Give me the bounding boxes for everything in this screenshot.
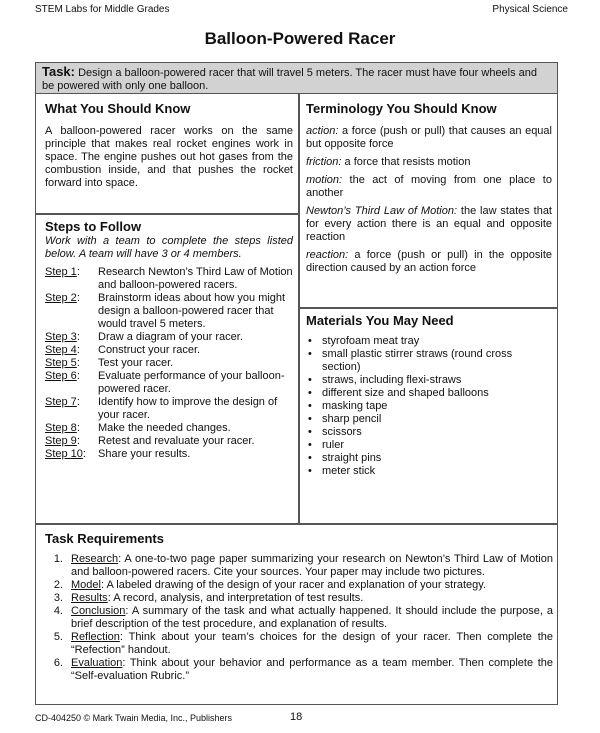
term-definition: a force that resists motion bbox=[344, 156, 471, 168]
step-text: Retest and revaluate your racer. bbox=[98, 435, 255, 447]
step-label: Step 9 bbox=[45, 435, 77, 447]
step-text: Construct your racer. bbox=[98, 344, 201, 356]
requirement-text bbox=[71, 579, 553, 592]
know-text: A balloon-powered racer works on the same principle that makes real rocket engines work in space. The engine pushes out hot gases from the combustion inside, and that pushes the rocket forward into space. bbox=[45, 125, 293, 189]
step-label: Step 8 bbox=[45, 422, 77, 434]
step-label-wrap bbox=[45, 357, 98, 370]
step-label-wrap bbox=[45, 292, 98, 331]
step-label: Step 5 bbox=[45, 357, 77, 369]
task-text: Design a balloon-powered racer that will travel 5 meters. The racer must have four wheels and be powered with only one balloon. bbox=[42, 67, 538, 92]
term-entry bbox=[306, 125, 552, 151]
step-colon: : bbox=[76, 357, 80, 369]
terminology-list bbox=[306, 125, 552, 275]
step-row bbox=[45, 435, 293, 448]
requirement-item bbox=[45, 579, 553, 592]
step-row bbox=[45, 396, 293, 422]
material-item: • sharp pencil bbox=[306, 413, 552, 426]
step-label: Step 2 bbox=[45, 292, 77, 304]
step-colon: : bbox=[76, 344, 80, 356]
step-row bbox=[45, 344, 293, 357]
requirement-text bbox=[71, 631, 553, 657]
requirement-description: : A summary of the task and what actually happened. It should include the purpose, a brief description of the test procedure, and explanation of results. bbox=[71, 605, 553, 630]
requirement-label: Results bbox=[71, 592, 108, 604]
steps-section bbox=[45, 219, 293, 461]
step-row bbox=[45, 292, 293, 331]
terminology-heading: Terminology You Should Know bbox=[306, 101, 497, 116]
requirement-description: : Think about your behavior and performance as a team member. Then complete the “Self-evaluation Rubric.” bbox=[71, 657, 553, 682]
material-item: • small plastic stirrer straws (round cross section) bbox=[306, 348, 552, 374]
running-header-left: STEM Labs for Middle Grades bbox=[35, 4, 170, 15]
step-row bbox=[45, 422, 293, 435]
material-item: • straight pins bbox=[306, 452, 552, 465]
term-name: friction: bbox=[306, 156, 342, 168]
material-item: • meter stick bbox=[306, 465, 552, 478]
step-colon: : bbox=[76, 422, 80, 434]
materials-section bbox=[306, 313, 552, 478]
step-text: Draw a diagram of your racer. bbox=[98, 331, 243, 343]
requirement-label: Conclusion bbox=[71, 605, 126, 617]
requirements-divider bbox=[36, 523, 557, 525]
material-item: • ruler bbox=[306, 439, 552, 452]
step-label: Step 4 bbox=[45, 344, 77, 356]
step-label: Step 6 bbox=[45, 370, 77, 382]
term-definition: a force (push or pull) in the opposite direction caused by an action force bbox=[306, 249, 552, 274]
step-colon: : bbox=[76, 266, 80, 278]
steps-list bbox=[45, 266, 293, 461]
material-item: • masking tape bbox=[306, 400, 552, 413]
page-number: 18 bbox=[290, 711, 303, 723]
requirements-section bbox=[45, 531, 553, 683]
step-text: Evaluate performance of your balloon-powered racer. bbox=[98, 370, 285, 395]
step-label-wrap bbox=[45, 331, 98, 344]
step-colon: : bbox=[76, 396, 80, 408]
requirement-item bbox=[45, 553, 553, 579]
step-text: Make the needed changes. bbox=[98, 422, 231, 434]
requirement-number: 2. bbox=[53, 579, 63, 591]
step-label: Step 7 bbox=[45, 396, 77, 408]
requirement-number: 6. bbox=[53, 657, 63, 669]
materials-list bbox=[306, 335, 552, 478]
term-name: Newton’s Third Law of Motion: bbox=[306, 205, 458, 217]
step-row bbox=[45, 370, 293, 396]
requirement-text bbox=[71, 592, 553, 605]
material-item: • straws, including flexi-straws bbox=[306, 374, 552, 387]
requirement-number: 3. bbox=[53, 592, 63, 604]
requirement-text bbox=[71, 657, 553, 683]
material-item: • different size and shaped balloons bbox=[306, 387, 552, 400]
requirement-number: 4. bbox=[53, 605, 63, 617]
materials-heading: Materials You May Need bbox=[306, 313, 454, 328]
term-entry bbox=[306, 174, 552, 200]
step-row bbox=[45, 331, 293, 344]
step-row bbox=[45, 357, 293, 370]
term-entry bbox=[306, 205, 552, 244]
step-label-wrap bbox=[45, 344, 98, 357]
requirement-item bbox=[45, 657, 553, 683]
requirement-label: Reflection bbox=[71, 631, 120, 643]
step-colon: : bbox=[82, 448, 86, 460]
step-colon: : bbox=[76, 292, 80, 304]
left-section-divider bbox=[36, 213, 298, 215]
step-label-wrap bbox=[45, 396, 98, 422]
step-label: Step 3 bbox=[45, 331, 77, 343]
step-text: Identify how to improve the design of your racer. bbox=[98, 396, 278, 421]
column-divider bbox=[298, 94, 300, 524]
requirement-number: 5. bbox=[53, 631, 63, 643]
step-text: Share your results. bbox=[98, 448, 191, 460]
requirement-item bbox=[45, 631, 553, 657]
step-label-wrap bbox=[45, 370, 98, 396]
steps-intro: Work with a team to complete the steps listed below. A team will have 3 or 4 members. bbox=[45, 235, 293, 260]
material-item: • scissors bbox=[306, 426, 552, 439]
requirement-label: Evaluation bbox=[71, 657, 123, 669]
requirements-list bbox=[45, 553, 553, 683]
steps-heading: Steps to Follow bbox=[45, 219, 142, 234]
step-label-wrap bbox=[45, 266, 98, 292]
term-definition: the law states that for every action there is an equal and opposite reaction bbox=[306, 205, 552, 243]
step-text: Research Newton’s Third Law of Motion and balloon-powered racers. bbox=[98, 266, 293, 291]
task-label: Task: bbox=[42, 64, 75, 79]
term-entry bbox=[306, 249, 552, 275]
requirement-number: 1. bbox=[53, 553, 63, 565]
step-row bbox=[45, 266, 293, 292]
requirement-label: Research bbox=[71, 553, 119, 565]
requirement-text bbox=[71, 605, 553, 631]
terminology-section bbox=[306, 101, 552, 280]
term-name: reaction: bbox=[306, 249, 349, 261]
footer-publisher: CD-404250 © Mark Twain Media, Inc., Publishers bbox=[35, 713, 233, 723]
step-label: Step 1 bbox=[45, 266, 77, 278]
term-definition: the act of moving from one place to another bbox=[306, 174, 552, 199]
know-heading: What You Should Know bbox=[45, 101, 191, 116]
requirement-description: : Think about your team’s choices for the design of your racer. Then complete the “Refection” handout. bbox=[71, 631, 553, 656]
requirement-label: Model bbox=[71, 579, 101, 591]
step-colon: : bbox=[76, 370, 80, 382]
step-label-wrap bbox=[45, 422, 98, 435]
right-section-divider bbox=[298, 307, 558, 309]
material-item: • styrofoam meat tray bbox=[306, 335, 552, 348]
task-box bbox=[36, 63, 557, 94]
step-colon: : bbox=[76, 331, 80, 343]
step-colon: : bbox=[76, 435, 80, 447]
page-title: Balloon-Powered Racer bbox=[204, 29, 396, 48]
requirement-text bbox=[71, 553, 553, 579]
step-label: Step 10 bbox=[45, 448, 83, 460]
term-name: motion: bbox=[306, 174, 343, 186]
requirement-description: : A one-to-two page paper summarizing your research on Newton’s Third Law of Motion and balloon-powered racers. Cite your sources. Your paper may include two pictures. bbox=[71, 553, 553, 578]
step-row bbox=[45, 448, 293, 461]
step-label-wrap bbox=[45, 435, 98, 448]
term-entry bbox=[306, 156, 552, 169]
step-label-wrap bbox=[45, 448, 98, 461]
requirement-item bbox=[45, 605, 553, 631]
term-definition: a force (push or pull) that causes an equal but opposite force bbox=[306, 125, 552, 150]
requirements-heading: Task Requirements bbox=[45, 531, 164, 546]
worksheet-frame bbox=[35, 62, 558, 705]
step-text: Test your racer. bbox=[98, 357, 174, 369]
requirement-description: : A labeled drawing of the design of your racer and explanation of your strategy. bbox=[100, 579, 487, 591]
term-name: action: bbox=[306, 125, 339, 137]
requirement-item bbox=[45, 592, 553, 605]
requirement-description: : A record, analysis, and interpretation of test results. bbox=[107, 592, 364, 604]
know-section bbox=[45, 101, 293, 190]
step-text: Brainstorm ideas about how you might design a balloon-powered racer that would travel 5 meters. bbox=[98, 292, 286, 330]
running-header-right: Physical Science bbox=[492, 4, 568, 15]
